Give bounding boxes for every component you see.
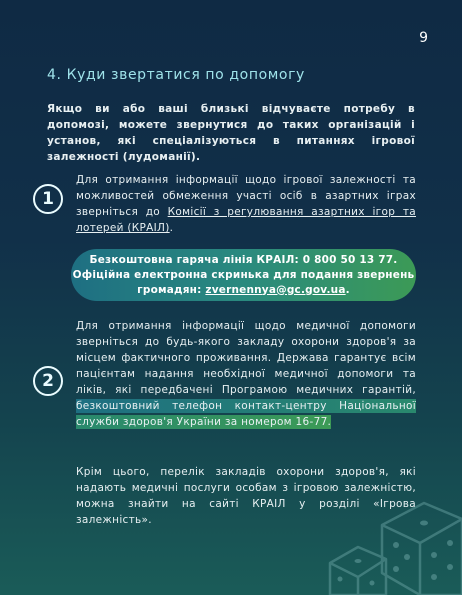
dice-decoration-icon: [312, 485, 462, 595]
hotline-phone: Безкоштовна гаряча лінія КРАІЛ: 0 800 50 13 77.: [89, 253, 398, 266]
hotline-email-label: Офіційна електронна скринька для подання звернень: [72, 268, 415, 281]
hotline-email-suffix: .: [345, 283, 350, 296]
closing-paragraph: Крім цього, перелік закладів охорони здоров'я, які надають медичні послуги особам з ігровою залежністю, можна знайти на сайті КРАІЛ у розділі «Ігрова залежність».: [76, 466, 416, 526]
intro-paragraph: Якщо ви або ваші близькі відчуваєте потребу в допомозі, можете звернутися до таких організацій і установ, які спеціалізуються в питаннях ігрової залежності (лудоманії).: [47, 103, 415, 163]
item-1-paragraph: [76, 172, 416, 236]
item-2-paragraph: [76, 318, 416, 430]
item-1-text: Для отримання інформації щодо ігрової залежності та можливостей обмеження участі осіб в азартних іграх зверніться до: [76, 174, 416, 218]
hotline-email-row: [71, 283, 416, 298]
hotline-email-prefix: громадян:: [137, 283, 206, 296]
item-2-text: Для отримання інформації щодо медичної допомоги зверніться до будь-якого закладу охорони здоров'я за місцем фактичного проживання. Держава гарантує всім пацієнтам надання необхідної медичної допомоги та ліків, які передбачені Програмою медичних гарантій,: [76, 320, 416, 396]
krail-link[interactable]: Комісії з регулювання азартних ігор та лотерей (КРАІЛ): [76, 206, 416, 234]
page-number: 9: [419, 30, 428, 46]
item-number-1: 1: [33, 184, 63, 214]
item-number-2: 2: [33, 366, 63, 396]
contact-center-highlight: безкоштовний телефон контакт-центру Національної служби здоров'я України за номером 16-77.: [76, 400, 416, 428]
item-1-text-end: .: [169, 222, 174, 234]
hotline-box: [71, 249, 416, 301]
hotline-email-link[interactable]: zvernennya@gc.gov.ua: [205, 283, 346, 296]
section-title: 4. Куди звертатися по допомогу: [47, 67, 305, 83]
